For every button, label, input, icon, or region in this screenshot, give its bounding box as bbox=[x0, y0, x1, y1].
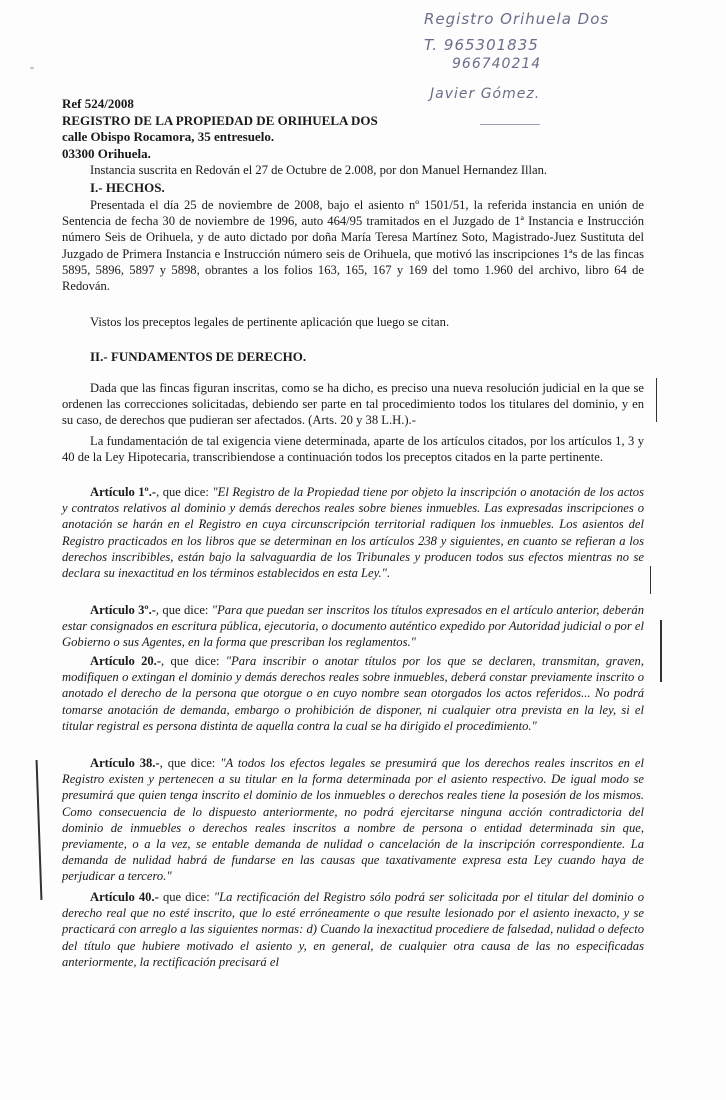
article-20-quote: "Para inscribir o anotar títulos por los que se declaren, transmitan, graven, modifiquen o extingan el dominio y demás derechos reales sobre inmuebles, deberá constar previamente inscrito o anotado el derecho de la persona que otorgue o en cuyo nombre sean otorgados los actos referidos... No podrá tomarse anotación de demanda, embargo o prohibición de disponer, ni cualquier otra prevista en la ley, si el titular registral es persona distinta de aquella contra la cual se ha dirigido el procedimiento." bbox=[62, 654, 644, 733]
article-20-says: , que dice: bbox=[161, 654, 226, 668]
margin-bracket-left bbox=[36, 760, 43, 900]
document-header bbox=[62, 96, 378, 162]
fundamentos-paragraph-1: Dada que las fincas figuran inscritas, como se ha dicho, es preciso una nueva resolución judicial en la que se ordenen las correcciones solicitadas, debiendo ser parte en tal procedimiento todos los titulares del dominio, y en su caso, de derechos que pudieran ser afectados. (Arts. 20 y 38 L.H.).- bbox=[62, 381, 644, 428]
article-38-paragraph bbox=[62, 755, 644, 885]
article-40-quote: "La rectificación del Registro sólo podrá ser solicitada por el titular del dominio o derecho real que no esté inscrito, que lo esté erróneamente o que resulte lesionado por el asiento inexacto, y se practicará con arreglo a las siguientes normas: d) Cuando la inexactitud procediere de falsedad, nulidad o defecto del título que hubiere motivado el asiento y, en general, de cualquier otra causa de las no especificadas anteriormente, la rectificación precisará el bbox=[62, 890, 644, 969]
scan-speck: - bbox=[30, 60, 34, 74]
article-20-paragraph bbox=[62, 653, 644, 734]
handwritten-underline bbox=[480, 124, 540, 125]
article-38-says: , que dice: bbox=[159, 756, 221, 770]
handwritten-contact-name: Javier Gómez. bbox=[430, 86, 541, 102]
fundamentos-paragraph-2: La fundamentación de tal exigencia viene determinada, aparte de los artículos citados, por los artículos 1, 3 y 40 de la Ley Hipotecaria, transcribiendose a continuación todos los preceptos citados en la parte pertinente. bbox=[62, 434, 644, 465]
article-3-quote: "Para que puedan ser inscritos los títulos expresados en el artículo anterior, deberán estar consignados en escritura pública, ejecutoria, o documento auténtico expedido por Autoridad judicial o por el Gobierno o sus Agentes, en la forma que prescriban los reglamentos." bbox=[62, 603, 644, 650]
article-40-label: Artículo 40.- bbox=[90, 890, 159, 904]
registry-city: 03300 Orihuela. bbox=[62, 145, 151, 161]
article-38-label: Artículo 38.- bbox=[90, 756, 160, 770]
article-40-says: que dice: bbox=[158, 890, 214, 904]
handwritten-phone-1: T. 965301835 bbox=[424, 36, 539, 54]
article-1-paragraph bbox=[62, 484, 644, 581]
article-3-label: Artículo 3º.- bbox=[90, 603, 156, 617]
article-40-paragraph bbox=[62, 889, 644, 970]
article-1-says: , que dice: bbox=[156, 485, 213, 499]
vistos-paragraph: Vistos los preceptos legales de pertinente aplicación que luego se citan. bbox=[90, 315, 450, 329]
article-1-quote: "El Registro de la Propiedad tiene por objeto la inscripción o anotación de los actos y contratos relativos al dominio y demás derechos reales sobre bienes inmuebles. Las expresadas inscripciones o anotación se harán en el Registro en cuya circunscripción territorial radiquen los inmuebles. Los asientos del Registro practicados en los libros que se determinan en los artículos 238 y siguientes, en cuanto se refieran a los derechos inscribibles, están bajo la salvaguardia de los Tribunales y producen todos sus efectos mientras no se declara su inexactitud en los términos establecidos en esta Ley.". bbox=[62, 485, 644, 581]
intro-paragraph: Instancia suscrita en Redován el 27 de Octubre de 2.008, por don Manuel Hernandez Illan. bbox=[90, 163, 548, 177]
section-fundamentos-title: II.- FUNDAMENTOS DE DERECHO. bbox=[90, 349, 307, 364]
hechos-paragraph: Presentada el día 25 de noviembre de 2008, bajo el asiento nº 1501/51, la referida instancia en unión de Sentencia de fecha 30 de noviembre de 1996, auto 464/95 tramitados en el Juzgado de 1ª Instancia e Instrucción número Seis de Orihuela, y de auto dictado por doña María Teresa Martínez Soto, Magistrado-Juez Sustituta del Juzgado de Primera Instancia e Instrucción número seis de Orihuela, que motivó las inscripciones 1ªs de las fincas 5895, 5896, 5897 y 5898, obrantes a los folios 163, 165, 167 y 169 del tomo 1.960 del archivo, libro 64 de Redován. bbox=[62, 198, 644, 294]
handwritten-phone-2: 966740214 bbox=[452, 56, 542, 72]
registry-address: calle Obispo Rocamora, 35 entresuelo. bbox=[62, 129, 275, 144]
section-hechos-title: I.- HECHOS. bbox=[90, 180, 165, 195]
reference-number: Ref 524/2008 bbox=[62, 96, 134, 111]
margin-mark-right bbox=[650, 566, 651, 594]
article-1-label: Artículo 1º.- bbox=[90, 485, 157, 499]
margin-mark-right bbox=[660, 620, 662, 682]
article-3-paragraph bbox=[62, 602, 644, 651]
margin-mark-right bbox=[656, 378, 657, 422]
registry-name: REGISTRO DE LA PROPIEDAD DE ORIHUELA DOS bbox=[62, 112, 378, 128]
article-3-says: , que dice: bbox=[155, 603, 212, 617]
article-20-label: Artículo 20.- bbox=[90, 654, 162, 668]
article-38-quote: "A todos los efectos legales se presumirá que los derechos reales inscritos en el Registro existen y pertenecen a su titular en la forma determinada por el asiento respectivo. De igual modo se presumirá que quien tenga inscrito el dominio de los inmuebles o derechos reales tiene la posesión de los mismos. Como consecuencia de lo dispuesto anteriormente, no podrá ejercitarse ninguna acción contradictoria del dominio de inmuebles o derechos reales inscritos a nombre de persona o entidad determinada sin que, previamente, o a la vez, se entable demanda de nulidad o cancelación de la inscripción correspondiente. La demanda de nulidad habrá de fundarse en las causas que taxativamente expresa esta Ley cuando haya de perjudicar a tercero." bbox=[62, 756, 644, 884]
handwritten-registry-note: Registro Orihuela Dos bbox=[424, 10, 610, 28]
